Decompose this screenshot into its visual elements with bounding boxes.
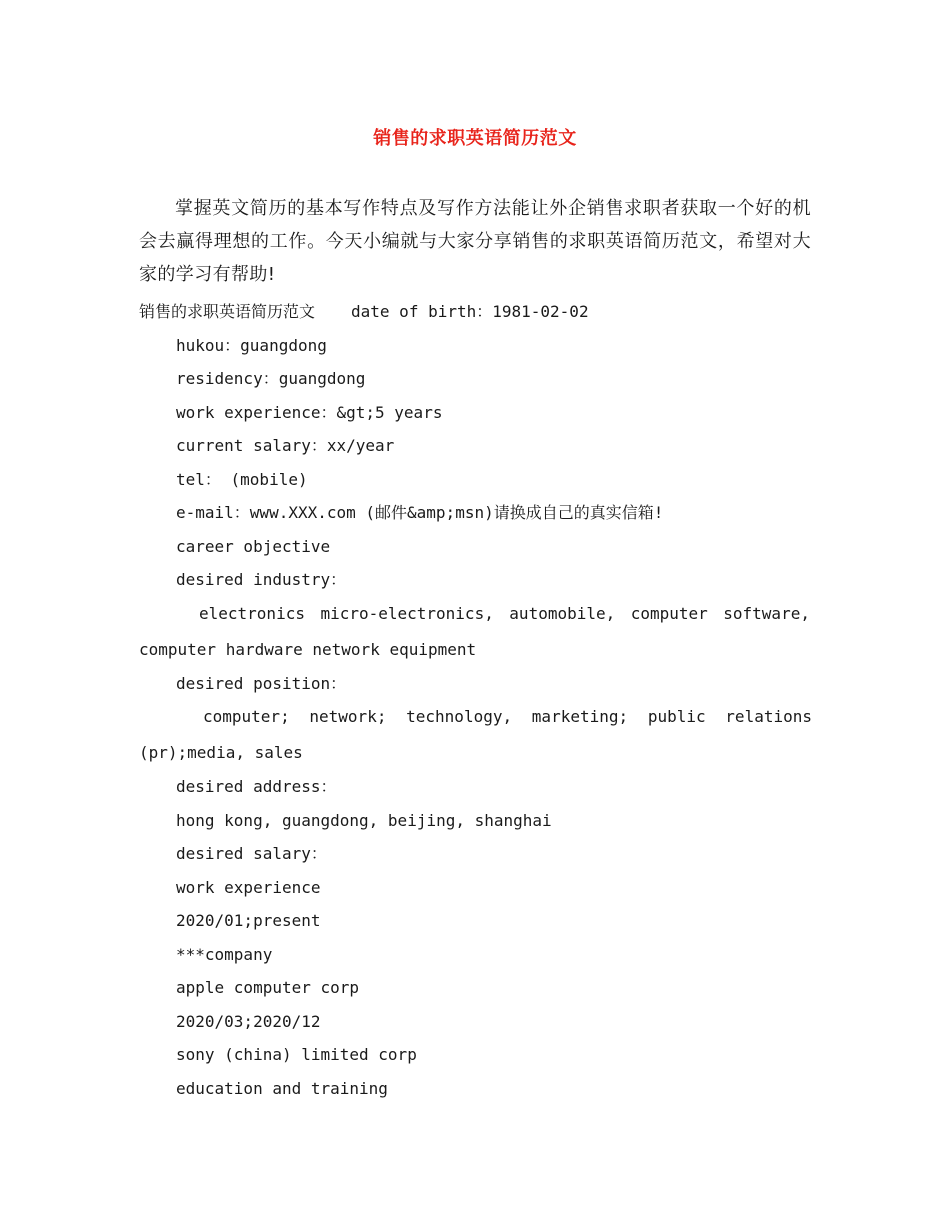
position-word: relations [725, 707, 812, 726]
position-word: computer; [203, 707, 290, 726]
desired-position-label: desired position： [176, 674, 347, 693]
desired-address-label: desired address： [176, 777, 337, 796]
industry-word: automobile, [509, 604, 616, 623]
work-experience-years-line: work experience：&gt;5 years [176, 403, 443, 422]
desired-salary-label: desired salary： [176, 844, 327, 863]
career-objective-line: career objective [176, 537, 331, 556]
company-1: ***company [176, 945, 273, 964]
position-word: network; [309, 707, 387, 726]
industry-word: computer [630, 604, 708, 623]
company-3: sony (china) limited corp [176, 1045, 417, 1064]
header-line [139, 301, 589, 323]
residency-line: residency：guangdong [176, 369, 366, 388]
desired-industry-line-2: computer hardware network equipment [139, 640, 477, 659]
hukou-line: hukou：guangdong [176, 336, 327, 355]
position-word: technology, [406, 707, 513, 726]
desired-industry-line-1 [199, 603, 810, 625]
desired-industry-label: desired industry： [176, 570, 347, 589]
position-word: marketing; [531, 707, 629, 726]
current-salary-line: current salary：xx/year [176, 436, 395, 455]
industry-word: micro-electronics, [320, 604, 494, 623]
position-word: public [647, 707, 706, 726]
email-line: e-mail：www.XXX.com (邮件&amp;msn)请换成自己的真实信箱! [176, 503, 664, 522]
company-2: apple computer corp [176, 978, 360, 997]
tel-line: tel： (mobile) [176, 470, 308, 489]
desired-address: hong kong, guangdong, beijing, shanghai [176, 811, 552, 830]
header-label: 销售的求职英语简历范文 [139, 302, 316, 321]
period-2: 2020/03;2020/12 [176, 1012, 321, 1031]
document-title: 销售的求职英语简历范文 [373, 128, 577, 149]
education-heading: education and training [176, 1079, 388, 1098]
desired-position-line-1 [203, 706, 812, 728]
intro-paragraph: 掌握英文简历的基本写作特点及写作方法能让外企销售求职者获取一个好的机会去赢得理想的工作。今天小编就与大家分享销售的求职英语简历范文，希望对大家的学习有帮助! [139, 198, 811, 285]
period-1: 2020/01;present [176, 911, 321, 930]
desired-position-line-2: (pr);media, sales [139, 743, 303, 762]
work-experience-heading: work experience [176, 878, 321, 897]
industry-word: software, [723, 604, 810, 623]
date-of-birth: date of birth：1981-02-02 [351, 302, 589, 321]
industry-word: electronics [199, 604, 305, 623]
